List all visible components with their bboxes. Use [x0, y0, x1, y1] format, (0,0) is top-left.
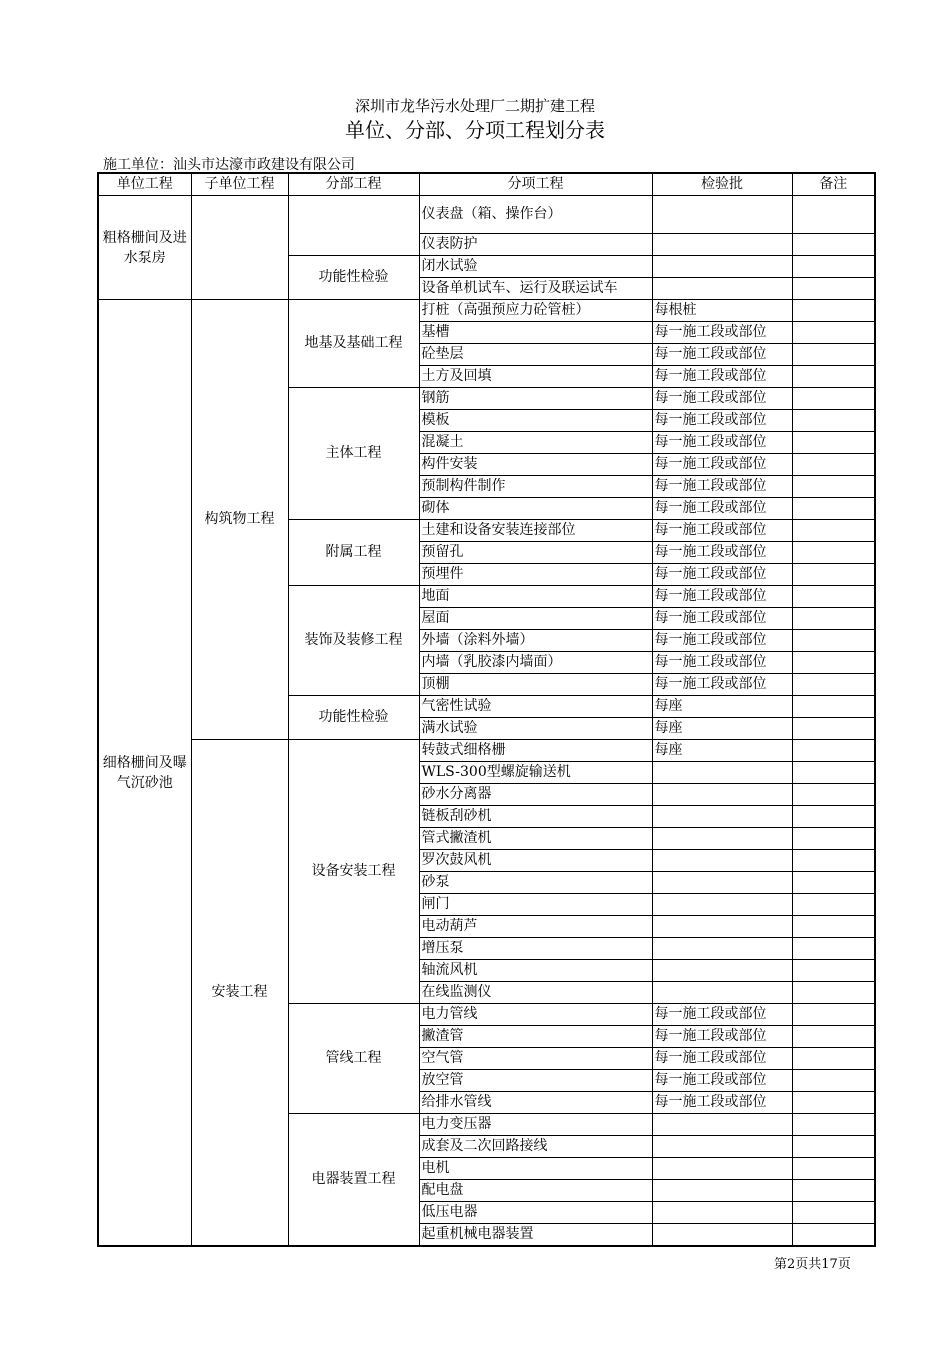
- batch-cell: 每一施工段或部位: [652, 1026, 792, 1048]
- remark-cell: [792, 234, 875, 256]
- table-row: [98, 300, 875, 322]
- item-cell: 电动葫芦: [419, 916, 652, 938]
- division-cell: 管线工程: [288, 1004, 419, 1114]
- item-cell: 预埋件: [419, 564, 652, 586]
- remark-cell: [792, 1158, 875, 1180]
- remark-cell: [792, 1180, 875, 1202]
- batch-cell: 每根桩: [652, 300, 792, 322]
- item-cell: 内墙（乳胶漆内墙面）: [419, 652, 652, 674]
- item-cell: 基槽: [419, 322, 652, 344]
- remark-cell: [792, 696, 875, 718]
- division-cell: 电器装置工程: [288, 1114, 419, 1247]
- remark-cell: [792, 1114, 875, 1136]
- subunit-cell: 构筑物工程: [191, 300, 288, 740]
- item-cell: 外墙（涂料外墙）: [419, 630, 652, 652]
- remark-cell: [792, 960, 875, 982]
- remark-cell: [792, 410, 875, 432]
- table-title: 单位、分部、分项工程划分表: [345, 118, 605, 142]
- batch-cell: 每一施工段或部位: [652, 344, 792, 366]
- item-cell: 罗次鼓风机: [419, 850, 652, 872]
- item-cell: 成套及二次回路接线: [419, 1136, 652, 1158]
- remark-cell: [792, 278, 875, 300]
- item-cell: 预留孔: [419, 542, 652, 564]
- batch-cell: 每一施工段或部位: [652, 674, 792, 696]
- item-cell: 屋面: [419, 608, 652, 630]
- remark-cell: [792, 894, 875, 916]
- remark-cell: [792, 630, 875, 652]
- batch-cell: [652, 1202, 792, 1224]
- batch-cell: 每座: [652, 696, 792, 718]
- remark-cell: [792, 586, 875, 608]
- batch-cell: [652, 278, 792, 300]
- item-cell: 地面: [419, 586, 652, 608]
- item-cell: 闭水试验: [419, 256, 652, 278]
- item-cell: 放空管: [419, 1070, 652, 1092]
- item-cell: 给排水管线: [419, 1092, 652, 1114]
- batch-cell: 每一施工段或部位: [652, 1092, 792, 1114]
- remark-cell: [792, 322, 875, 344]
- batch-cell: [652, 894, 792, 916]
- item-cell: 气密性试验: [419, 696, 652, 718]
- item-cell: 撇渣管: [419, 1026, 652, 1048]
- batch-cell: [652, 196, 792, 234]
- remark-cell: [792, 388, 875, 410]
- constructor-unit: 施工单位：汕头市达濠市政建设有限公司: [103, 157, 355, 173]
- batch-cell: [652, 806, 792, 828]
- batch-cell: [652, 938, 792, 960]
- unit-cell: 粗格栅间及进水泵房: [98, 196, 191, 300]
- item-cell: 在线监测仪: [419, 982, 652, 1004]
- batch-cell: 每一施工段或部位: [652, 586, 792, 608]
- remark-cell: [792, 432, 875, 454]
- batch-cell: 每一施工段或部位: [652, 564, 792, 586]
- remark-cell: [792, 850, 875, 872]
- division-cell: 功能性检验: [288, 696, 419, 740]
- division-cell: 设备安装工程: [288, 740, 419, 1004]
- item-cell: 构件安装: [419, 454, 652, 476]
- batch-cell: [652, 1136, 792, 1158]
- item-cell: 配电盘: [419, 1180, 652, 1202]
- item-cell: 顶棚: [419, 674, 652, 696]
- division-cell: [288, 196, 419, 256]
- item-cell: 管式撇渣机: [419, 828, 652, 850]
- batch-cell: [652, 872, 792, 894]
- remark-cell: [792, 1224, 875, 1247]
- col-header: 备注: [792, 173, 875, 196]
- remark-cell: [792, 718, 875, 740]
- remark-cell: [792, 366, 875, 388]
- item-cell: 设备单机试车、运行及联运试车: [419, 278, 652, 300]
- batch-cell: 每座: [652, 718, 792, 740]
- remark-cell: [792, 1136, 875, 1158]
- batch-cell: [652, 1114, 792, 1136]
- remark-cell: [792, 784, 875, 806]
- batch-cell: 每一施工段或部位: [652, 498, 792, 520]
- item-cell: 轴流风机: [419, 960, 652, 982]
- remark-cell: [792, 1004, 875, 1026]
- batch-cell: 每一施工段或部位: [652, 388, 792, 410]
- item-cell: 土建和设备安装连接部位: [419, 520, 652, 542]
- item-cell: 空气管: [419, 1048, 652, 1070]
- batch-cell: 每一施工段或部位: [652, 410, 792, 432]
- item-cell: 电力管线: [419, 1004, 652, 1026]
- batch-cell: 每一施工段或部位: [652, 432, 792, 454]
- item-cell: 砂泵: [419, 872, 652, 894]
- remark-cell: [792, 454, 875, 476]
- batch-cell: [652, 850, 792, 872]
- remark-cell: [792, 828, 875, 850]
- batch-cell: 每一施工段或部位: [652, 1048, 792, 1070]
- item-cell: 预制构件制作: [419, 476, 652, 498]
- item-cell: 增压泵: [419, 938, 652, 960]
- batch-cell: 每一施工段或部位: [652, 542, 792, 564]
- batch-cell: 每一施工段或部位: [652, 476, 792, 498]
- remark-cell: [792, 1048, 875, 1070]
- col-header: 单位工程: [98, 173, 191, 196]
- item-cell: 转鼓式细格栅: [419, 740, 652, 762]
- division-cell: 附属工程: [288, 520, 419, 586]
- remark-cell: [792, 740, 875, 762]
- batch-cell: [652, 784, 792, 806]
- subunit-cell: 安装工程: [191, 740, 288, 1247]
- item-cell: 仪表盘（箱、操作台）: [419, 196, 652, 234]
- item-cell: 电力变压器: [419, 1114, 652, 1136]
- item-cell: 闸门: [419, 894, 652, 916]
- project-title: 深圳市龙华污水处理厂二期扩建工程: [354, 97, 595, 115]
- batch-cell: 每一施工段或部位: [652, 652, 792, 674]
- item-cell: 砌体: [419, 498, 652, 520]
- item-cell: 模板: [419, 410, 652, 432]
- batch-cell: 每一施工段或部位: [652, 630, 792, 652]
- remark-cell: [792, 196, 875, 234]
- division-cell: 地基及基础工程: [288, 300, 419, 388]
- subunit-cell: [191, 196, 288, 300]
- col-header: 分部工程: [288, 173, 419, 196]
- item-cell: 低压电器: [419, 1202, 652, 1224]
- batch-cell: 每一施工段或部位: [652, 520, 792, 542]
- batch-cell: [652, 1224, 792, 1247]
- item-cell: 砂水分离器: [419, 784, 652, 806]
- item-cell: 链板刮砂机: [419, 806, 652, 828]
- remark-cell: [792, 872, 875, 894]
- table-row: [98, 740, 875, 762]
- remark-cell: [792, 1070, 875, 1092]
- remark-cell: [792, 982, 875, 1004]
- batch-cell: [652, 982, 792, 1004]
- batch-cell: 每一施工段或部位: [652, 608, 792, 630]
- remark-cell: [792, 806, 875, 828]
- division-cell: 功能性检验: [288, 256, 419, 300]
- division-cell: 主体工程: [288, 388, 419, 520]
- remark-cell: [792, 256, 875, 278]
- remark-cell: [792, 520, 875, 542]
- remark-cell: [792, 1026, 875, 1048]
- batch-cell: [652, 256, 792, 278]
- item-cell: 起重机械电器装置: [419, 1224, 652, 1247]
- batch-cell: 每一施工段或部位: [652, 322, 792, 344]
- remark-cell: [792, 762, 875, 784]
- remark-cell: [792, 1202, 875, 1224]
- batch-cell: 每一施工段或部位: [652, 454, 792, 476]
- remark-cell: [792, 1092, 875, 1114]
- batch-cell: [652, 960, 792, 982]
- item-cell: 电机: [419, 1158, 652, 1180]
- batch-cell: [652, 234, 792, 256]
- remark-cell: [792, 674, 875, 696]
- batch-cell: 每一施工段或部位: [652, 1070, 792, 1092]
- remark-cell: [792, 476, 875, 498]
- division-table: [97, 172, 876, 1247]
- item-cell: 打桩（高强预应力砼管桩）: [419, 300, 652, 322]
- table-header-row: [98, 173, 875, 196]
- batch-cell: 每一施工段或部位: [652, 366, 792, 388]
- item-cell: 钢筋: [419, 388, 652, 410]
- batch-cell: [652, 916, 792, 938]
- remark-cell: [792, 652, 875, 674]
- item-cell: 满水试验: [419, 718, 652, 740]
- division-cell: 装饰及装修工程: [288, 586, 419, 696]
- remark-cell: [792, 498, 875, 520]
- remark-cell: [792, 542, 875, 564]
- batch-cell: [652, 1158, 792, 1180]
- table-row: [98, 196, 875, 234]
- batch-cell: 每座: [652, 740, 792, 762]
- item-cell: 混凝土: [419, 432, 652, 454]
- remark-cell: [792, 916, 875, 938]
- unit-cell: 细格栅间及曝气沉砂池: [98, 300, 191, 1247]
- remark-cell: [792, 564, 875, 586]
- page-number: 第2页共17页: [774, 1257, 851, 1272]
- batch-cell: [652, 762, 792, 784]
- item-cell: 土方及回填: [419, 366, 652, 388]
- col-header: 子单位工程: [191, 173, 288, 196]
- col-header: 检验批: [652, 173, 792, 196]
- batch-cell: 每一施工段或部位: [652, 1004, 792, 1026]
- col-header: 分项工程: [419, 173, 652, 196]
- batch-cell: [652, 1180, 792, 1202]
- item-cell: 仪表防护: [419, 234, 652, 256]
- item-cell: 砼垫层: [419, 344, 652, 366]
- remark-cell: [792, 300, 875, 322]
- item-cell: WLS-300型螺旋输送机: [419, 762, 652, 784]
- remark-cell: [792, 938, 875, 960]
- batch-cell: [652, 828, 792, 850]
- remark-cell: [792, 608, 875, 630]
- remark-cell: [792, 344, 875, 366]
